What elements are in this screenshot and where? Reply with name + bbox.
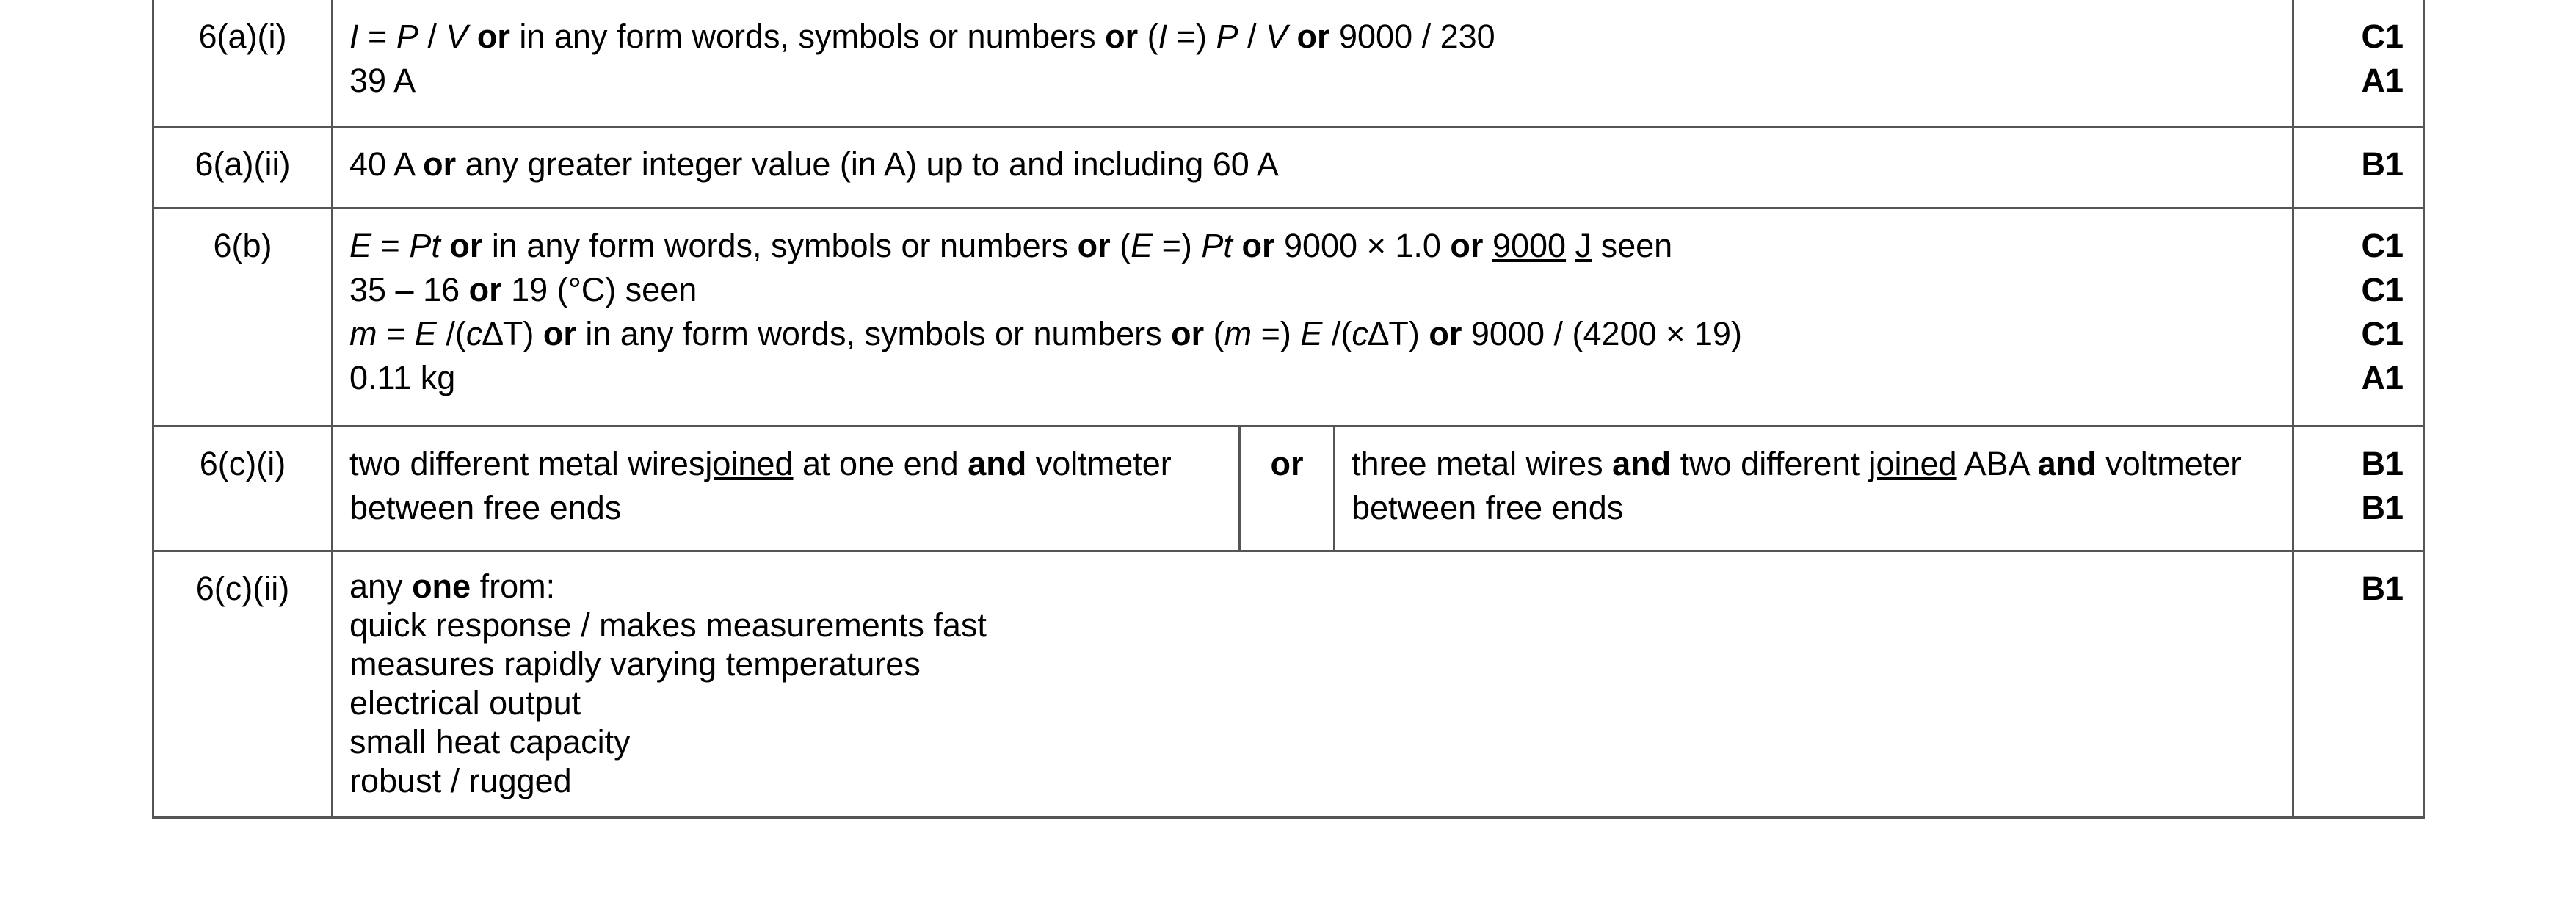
- answer-line: [349, 442, 1222, 486]
- answer-text: measures rapidly varying temperatures: [349, 645, 921, 683]
- answer-text: 40 A: [349, 145, 424, 183]
- answer-text: or: [468, 18, 510, 55]
- answer-text: or: [1429, 314, 1462, 352]
- question-number: 6(b): [153, 208, 333, 426]
- answer-text: Pt: [409, 226, 440, 264]
- alternative-or-label: or: [1240, 426, 1335, 551]
- answer-text: =: [358, 18, 396, 55]
- answer-text: c: [465, 314, 483, 352]
- question-number: 6(c)(ii): [153, 551, 333, 817]
- answer-line: [349, 606, 2276, 645]
- answer-text: seen: [1592, 226, 1673, 264]
- answer-text: /: [418, 18, 446, 55]
- mark-code: C1: [2361, 314, 2404, 352]
- marks-cell: [2293, 208, 2424, 426]
- answer-text: 0.11 kg: [349, 358, 456, 396]
- answer-text: or: [543, 314, 576, 352]
- answer-text: or: [1105, 18, 1139, 55]
- answer-text: 9000: [1492, 226, 1567, 264]
- answer-right-cell: [1335, 426, 2293, 551]
- mark-code: B1: [2361, 145, 2404, 183]
- answer-cell: [333, 208, 2293, 426]
- answer-left-cell: [333, 426, 1240, 551]
- question-number: 6(a)(i): [153, 0, 333, 126]
- answer-text: electrical output: [349, 683, 581, 722]
- answer-text: two different: [1671, 444, 1869, 482]
- answer-text: or: [1232, 226, 1275, 264]
- answer-line: [349, 268, 2276, 312]
- marks-cell: [2293, 126, 2424, 208]
- answer-text: (: [1110, 226, 1131, 264]
- answer-text: and: [1612, 444, 1672, 482]
- mark-code: C1: [2361, 226, 2404, 264]
- answer-text: P: [1216, 18, 1238, 55]
- answer-text: small heat capacity: [349, 722, 631, 761]
- answer-text: 9000 / (4200 × 19): [1462, 314, 1742, 352]
- answer-text: =): [1153, 226, 1202, 264]
- answer-cell: [333, 551, 2293, 817]
- mark-row-6aii: [153, 126, 2424, 208]
- answer-line: [349, 645, 2276, 683]
- mark-code: A1: [2361, 358, 2404, 396]
- answer-text: =: [371, 226, 410, 264]
- answer-text: ABA: [1956, 444, 2038, 482]
- answer-text: quick response / makes measurements fast: [349, 606, 987, 644]
- answer-text: one: [412, 567, 471, 605]
- answer-text: J: [1575, 226, 1592, 264]
- mark-code: B1: [2361, 488, 2404, 526]
- answer-text: from:: [471, 567, 556, 605]
- mark-code: C1: [2361, 270, 2404, 308]
- answer-text: V: [1265, 18, 1288, 55]
- answer-text: 9000 × 1.0: [1274, 226, 1451, 264]
- answer-text: 35 – 16: [349, 270, 469, 308]
- answer-text: E: [1300, 314, 1323, 352]
- answer-line: [349, 224, 2276, 268]
- answer-text: E: [1131, 226, 1153, 264]
- answer-cell: [333, 126, 2293, 208]
- answer-line: [349, 142, 2276, 186]
- answer-text: Pt: [1201, 226, 1233, 264]
- mark-code: C1: [2361, 18, 2404, 55]
- answer-text: in any form words, symbols or numbers: [482, 226, 1078, 264]
- answer-text: two different metal wires: [349, 444, 705, 482]
- answer-line: [349, 312, 2276, 356]
- answer-text: c: [1352, 314, 1368, 352]
- answer-text: or: [423, 145, 457, 183]
- answer-text: =): [1167, 18, 1216, 55]
- answer-text: =: [377, 314, 415, 352]
- answer-line: [349, 567, 2276, 606]
- answer-text: voltmeter: [1026, 444, 1172, 482]
- answer-text: [1483, 227, 1492, 264]
- answer-text: /(: [436, 314, 466, 352]
- answer-text: /: [1238, 18, 1266, 55]
- answer-text: in any form words, symbols or numbers: [509, 18, 1106, 55]
- mark-row-6ci: [153, 426, 2424, 551]
- marks-cell: [2293, 551, 2424, 817]
- answer-text: ∆T): [482, 314, 543, 352]
- answer-text: m: [1224, 314, 1252, 352]
- answer-text: or: [468, 270, 502, 308]
- answer-text: P: [396, 18, 418, 55]
- answer-line: [349, 761, 2276, 800]
- answer-text: I: [349, 18, 359, 55]
- mark-row-6b: [153, 208, 2424, 426]
- answer-text: E: [414, 314, 437, 352]
- answer-text: m: [349, 314, 377, 352]
- answer-line: [1352, 442, 2276, 486]
- answer-text: E: [349, 226, 372, 264]
- answer-text: 39 A: [349, 62, 416, 99]
- answer-line: [349, 15, 2276, 59]
- answer-text: joined: [1868, 444, 1957, 482]
- answer-line: [349, 722, 2276, 761]
- answer-text: and: [2037, 444, 2097, 482]
- answer-text: 19 (°C) seen: [501, 270, 697, 308]
- answer-text: robust / rugged: [349, 761, 572, 799]
- answer-line: [349, 486, 1222, 530]
- answer-text: any greater integer value (in A) up to and including 60 A: [456, 145, 1279, 183]
- answer-text: between free ends: [1352, 488, 1624, 526]
- mark-row-6cii: [153, 551, 2424, 817]
- question-number: 6(c)(i): [153, 426, 333, 551]
- answer-line: [349, 356, 2276, 400]
- answer-text: any: [349, 567, 413, 605]
- answer-text: between free ends: [349, 488, 622, 526]
- answer-text: [1566, 227, 1575, 264]
- answer-text: /(: [1322, 314, 1352, 352]
- answer-text: at one end: [793, 444, 968, 482]
- answer-text: or: [1077, 226, 1111, 264]
- question-number: 6(a)(ii): [153, 126, 333, 208]
- answer-text: or: [440, 226, 483, 264]
- mark-code: B1: [2361, 444, 2404, 482]
- marks-cell: [2293, 0, 2424, 126]
- mark-scheme-table: [152, 0, 2425, 819]
- answer-text: 9000 / 230: [1329, 18, 1495, 55]
- answer-text: joined: [705, 444, 794, 482]
- answer-text: (: [1204, 314, 1224, 352]
- mark-code: B1: [2361, 569, 2404, 607]
- answer-line: [349, 683, 2276, 722]
- answer-text: or: [1171, 314, 1205, 352]
- answer-line: [349, 59, 2276, 103]
- answer-line: [1352, 486, 2276, 530]
- answer-text: V: [446, 18, 468, 55]
- mark-row-6ai: [153, 0, 2424, 126]
- answer-text: (: [1138, 18, 1158, 55]
- mark-code: A1: [2361, 62, 2404, 99]
- answer-text: =): [1252, 314, 1301, 352]
- answer-cell: [333, 0, 2293, 126]
- answer-text: three metal wires: [1352, 444, 1613, 482]
- answer-text: and: [968, 444, 1027, 482]
- answer-text: or: [1287, 18, 1330, 55]
- answer-text: in any form words, symbols or numbers: [576, 314, 1172, 352]
- marks-cell: [2293, 426, 2424, 551]
- answer-text: voltmeter: [2096, 444, 2242, 482]
- answer-text: or: [1450, 226, 1484, 264]
- answer-text: I: [1158, 18, 1168, 55]
- answer-text: ∆T): [1368, 314, 1429, 352]
